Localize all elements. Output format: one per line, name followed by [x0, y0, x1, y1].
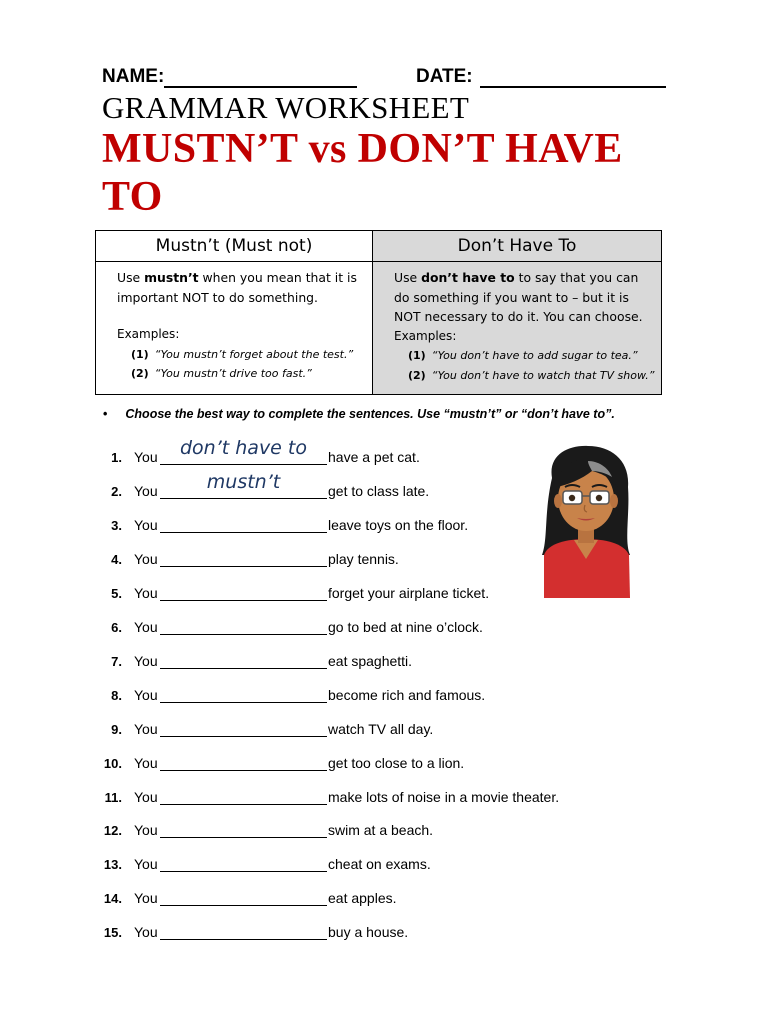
question-ending: cheat on exams. [328, 856, 431, 873]
dont-have-to-example: (1) “You don’t have to add sugar to tea.” [408, 349, 638, 362]
question-subject: You [134, 720, 158, 737]
question-number: 13. [103, 857, 122, 873]
question-number: 11. [104, 789, 122, 805]
question-ending: play tennis. [328, 550, 399, 567]
name-date-row [102, 64, 668, 90]
question-number: 7. [111, 653, 122, 669]
question-number: 14. [103, 891, 122, 907]
question-ending: have a pet cat. [328, 449, 420, 465]
answer-blank[interactable] [160, 532, 327, 533]
question-subject: You [134, 924, 158, 941]
dont-have-to-heading: Don’t Have To [373, 231, 661, 262]
name-label: NAME: [102, 66, 165, 87]
instruction: • Choose the best way to complete the sentences. Use “mustn’t” or “don’t have to”. [103, 407, 615, 421]
dont-have-to-examples-label: Examples: [394, 329, 457, 343]
mustnt-examples-label: Examples: [117, 327, 180, 341]
question-ending: forget your airplane ticket. [328, 584, 490, 601]
question-number: 9. [111, 721, 122, 737]
question-number: 6. [111, 619, 122, 635]
question-ending: go to bed at nine o’clock. [328, 618, 483, 635]
question-ending: leave toys on the floor. [328, 516, 469, 533]
answer-blank[interactable] [160, 871, 327, 872]
date-field[interactable] [480, 86, 666, 88]
mustnt-example: (2) “You mustn’t drive too fast.” [131, 367, 312, 380]
answer-blank[interactable] [160, 770, 327, 771]
answer-blank[interactable] [160, 566, 327, 567]
question-subject: You [134, 754, 158, 771]
date-label: DATE: [416, 66, 473, 87]
dont-have-to-description: Use don’t have to to say that you can do something if you want to – but it is NOT necessary to do it. You can choose. [394, 270, 643, 324]
question-subject: You [134, 550, 158, 567]
answer-blank[interactable] [160, 464, 327, 465]
question-number: 4. [111, 551, 122, 567]
worksheet-title: GRAMMAR WORKSHEET [102, 90, 470, 125]
question-subject: You [134, 890, 158, 907]
question-subject: You [134, 788, 158, 805]
mustnt-example: (1) “You mustn’t forget about the test.” [131, 348, 354, 361]
answer-blank[interactable] [160, 668, 327, 669]
question-number: 2. [111, 483, 122, 499]
answer-blank[interactable] [160, 634, 327, 635]
mustnt-description: Use mustn’t when you mean that it is important NOT to do something. [117, 270, 357, 305]
rules-table [95, 230, 662, 395]
answer-blank[interactable] [160, 804, 327, 805]
answer-blank[interactable] [160, 905, 327, 906]
question-subject: You [134, 856, 158, 873]
answer-blank[interactable] [160, 837, 327, 838]
mustnt-heading: Mustn’t (Must not) [96, 231, 372, 262]
dont-have-to-column [373, 231, 661, 394]
question-ending: eat spaghetti. [328, 652, 413, 669]
question-number: 15. [103, 925, 122, 941]
worksheet-subtitle: MUSTN’T vs DON’T HAVE TO [102, 126, 623, 220]
mustnt-column [96, 231, 373, 394]
question-ending: get to class late. [328, 482, 430, 499]
question-ending: make lots of noise in a movie theater. [328, 788, 560, 805]
question-subject: You [134, 482, 158, 499]
question-ending: get too close to a lion. [328, 754, 465, 771]
question-number: 3. [111, 517, 122, 533]
question-subject: You [134, 822, 158, 839]
question-subject: You [134, 652, 158, 669]
question-ending: swim at a beach. [328, 822, 434, 839]
dont-have-to-example: (2) “You don’t have to watch that TV show.” [408, 369, 655, 382]
answer-text: mustn’t [206, 470, 281, 493]
answer-blank[interactable] [160, 736, 327, 737]
question-subject: You [134, 618, 158, 635]
teacher-woman-icon [538, 443, 634, 598]
question-number: 1. [111, 450, 122, 465]
question-ending: buy a house. [328, 924, 409, 941]
mustnt-keyword: mustn’t [144, 270, 199, 285]
question-subject: You [134, 449, 158, 465]
question-number: 8. [111, 687, 122, 703]
question-subject: You [134, 584, 158, 601]
question-subject: You [134, 686, 158, 703]
answer-blank[interactable] [160, 939, 327, 940]
question-ending: become rich and famous. [328, 686, 486, 703]
question-number: 5. [111, 585, 122, 601]
question-number: 10. [103, 755, 122, 771]
answer-text: don’t have to [180, 437, 307, 459]
question-number: 12. [103, 823, 122, 839]
answer-blank[interactable] [160, 702, 327, 703]
dont-have-to-keyword: don’t have to [421, 270, 515, 285]
question-ending: eat apples. [328, 890, 397, 907]
question-ending: watch TV all day. [328, 720, 434, 737]
answer-blank[interactable] [160, 600, 327, 601]
answer-blank[interactable] [160, 498, 327, 499]
name-field[interactable] [164, 86, 357, 88]
question-subject: You [134, 516, 158, 533]
